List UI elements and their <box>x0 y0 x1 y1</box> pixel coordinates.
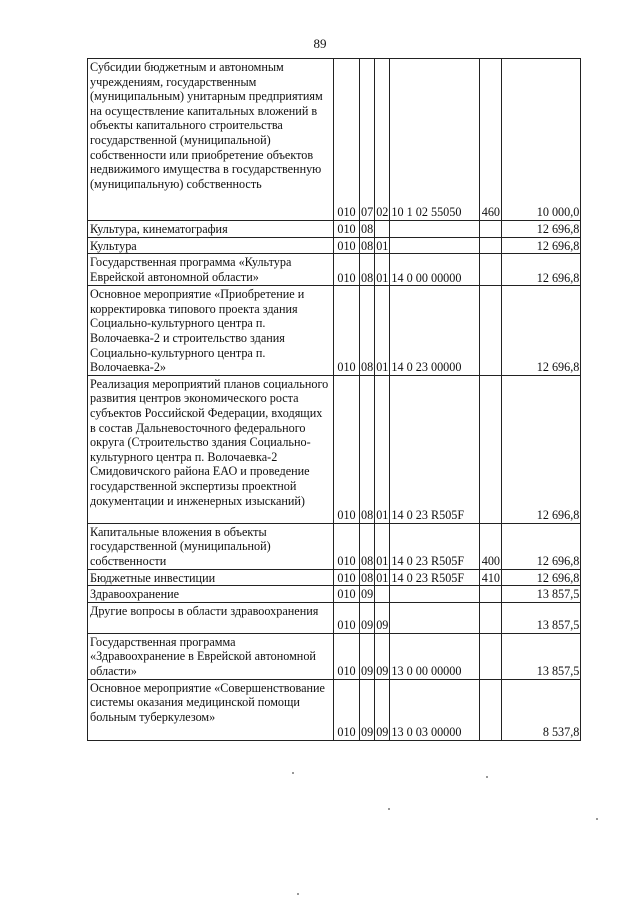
scan-speck <box>292 772 294 774</box>
row-rz: 07 <box>360 59 375 221</box>
row-pr: 09 <box>375 602 390 633</box>
row-vr <box>480 286 502 376</box>
row-csr: 13 0 03 00000 <box>390 679 480 740</box>
row-grbs: 010 <box>334 633 360 679</box>
row-pr: 01 <box>376 570 389 585</box>
row-pr: 09 <box>375 679 390 740</box>
row-vr <box>480 586 502 603</box>
row-name: Бюджетные инвестиции <box>88 569 334 586</box>
row-sum: 12 696,8 <box>502 221 581 238</box>
row-vr: 410 <box>481 570 501 585</box>
row-pr: 01 <box>375 286 390 376</box>
row-name: Государственная программа «Культура Еврейской автономной области» <box>88 254 334 286</box>
row-rz: 08 <box>360 254 375 286</box>
table-row <box>88 633 581 679</box>
row-sum: 8 537,8 <box>502 679 581 740</box>
row-csr <box>390 237 480 254</box>
row-name: Культура, кинематография <box>88 221 334 238</box>
scan-speck <box>388 808 390 810</box>
row-rz: 09 <box>360 602 375 633</box>
page-number: 89 <box>313 36 327 51</box>
row-grbs: 010 <box>334 286 360 376</box>
row-csr <box>390 586 480 603</box>
row-vr: 400 <box>480 523 502 569</box>
table-row <box>88 286 581 376</box>
table-row <box>88 586 581 603</box>
row-rz: 09 <box>360 633 375 679</box>
row-name: Реализация мероприятий планов социального развития центров экономического роста субъектов Российской Федерации, входящих в состав Дальневосточного федерального округа (Строительство здания Социально-культурного центра п. Волочаевка-2 Смидовичского района ЕАО и проведение государственной экспертизы проектной документации и инженерных изысканий) <box>88 375 334 523</box>
row-grbs: 010 <box>334 679 360 740</box>
row-grbs: 010 <box>334 523 360 569</box>
row-pr <box>375 586 390 603</box>
row-name: Субсидии бюджетным и автономным учреждениям, государственным (муниципальным) унитарным предприятиям на осуществление капитальных вложений в объекты капитального строительства государственной (муниципальной) собственности или приобретение объектов недвижимого имущества в государственную (муниципальную) собственность <box>88 59 334 221</box>
row-grbs: 010 <box>334 375 360 523</box>
row-sum: 12 696,8 <box>502 237 581 254</box>
row-name: Капитальные вложения в объекты государственной (муниципальной) собственности <box>88 523 334 569</box>
scan-speck <box>486 776 488 778</box>
row-name: Здравоохранение <box>88 586 334 603</box>
row-grbs: 010 <box>334 237 360 254</box>
row-vr <box>480 254 502 286</box>
row-grbs: 010 <box>334 602 360 633</box>
row-csr: 14 0 23 R505F <box>390 569 480 586</box>
row-rz: 08 <box>361 570 374 585</box>
row-pr: 01 <box>375 375 390 523</box>
table-row <box>88 523 581 569</box>
row-vr <box>480 633 502 679</box>
table-row <box>88 221 581 238</box>
row-rz: 09 <box>360 679 375 740</box>
table-row <box>88 237 581 254</box>
row-csr <box>390 221 480 238</box>
row-pr: 01 <box>375 254 390 286</box>
row-sum: 13 857,5 <box>502 586 581 603</box>
row-grbs: 010 <box>334 569 360 586</box>
row-sum: 12 696,8 <box>502 569 581 586</box>
row-sum: 12 696,8 <box>502 254 581 286</box>
row-csr: 14 0 23 R505F <box>390 523 480 569</box>
row-pr: 09 <box>375 633 390 679</box>
row-pr: 01 <box>375 523 390 569</box>
row-sum: 10 000,0 <box>502 59 581 221</box>
row-rz: 08 <box>361 238 374 253</box>
row-csr: 14 0 00 00000 <box>390 254 480 286</box>
row-csr <box>390 602 480 633</box>
row-rz: 08 <box>360 523 375 569</box>
row-grbs: 010 <box>334 254 360 286</box>
table-row <box>88 375 581 523</box>
scan-speck <box>297 893 299 895</box>
table-row <box>88 569 581 586</box>
row-pr: 02 <box>375 59 390 221</box>
row-sum: 12 696,8 <box>502 375 581 523</box>
row-vr: 460 <box>480 59 502 221</box>
row-csr: 13 0 00 00000 <box>390 633 480 679</box>
row-rz: 09 <box>361 587 374 602</box>
row-sum: 12 696,8 <box>502 286 581 376</box>
row-csr: 14 0 23 00000 <box>390 286 480 376</box>
row-pr: 01 <box>376 238 389 253</box>
row-vr <box>480 602 502 633</box>
row-csr: 14 0 23 R505F <box>390 375 480 523</box>
row-name: Культура <box>88 237 334 254</box>
row-name: Государственная программа «Здравоохранение в Еврейской автономной области» <box>88 633 334 679</box>
row-rz: 08 <box>360 286 375 376</box>
table-row <box>88 602 581 633</box>
row-name: Другие вопросы в области здравоохранения <box>88 602 334 633</box>
scan-speck <box>596 818 598 820</box>
row-sum: 13 857,5 <box>502 602 581 633</box>
row-rz: 08 <box>360 375 375 523</box>
row-vr <box>480 679 502 740</box>
row-grbs: 010 <box>334 221 360 238</box>
row-vr <box>480 375 502 523</box>
row-name: Основное мероприятие «Совершенствование системы оказания медицинской помощи больным туберкулезом» <box>88 679 334 740</box>
row-grbs: 010 <box>334 586 360 603</box>
row-vr <box>480 221 502 238</box>
row-sum: 12 696,8 <box>502 523 581 569</box>
row-sum: 13 857,5 <box>502 633 581 679</box>
table-row <box>88 679 581 740</box>
row-name: Основное мероприятие «Приобретение и корректировка типового проекта здания Социально-культурного центра п. Волочаевка-2 и строительство здания Социально-культурного центра п. Волочаевка-2» <box>88 286 334 376</box>
table-row <box>88 254 581 286</box>
row-rz: 08 <box>361 222 374 236</box>
row-pr <box>375 221 390 238</box>
table-row <box>88 59 581 221</box>
row-vr <box>480 237 502 254</box>
row-grbs: 010 <box>334 59 360 221</box>
budget-table <box>87 58 581 741</box>
row-csr: 10 1 02 55050 <box>390 59 480 221</box>
